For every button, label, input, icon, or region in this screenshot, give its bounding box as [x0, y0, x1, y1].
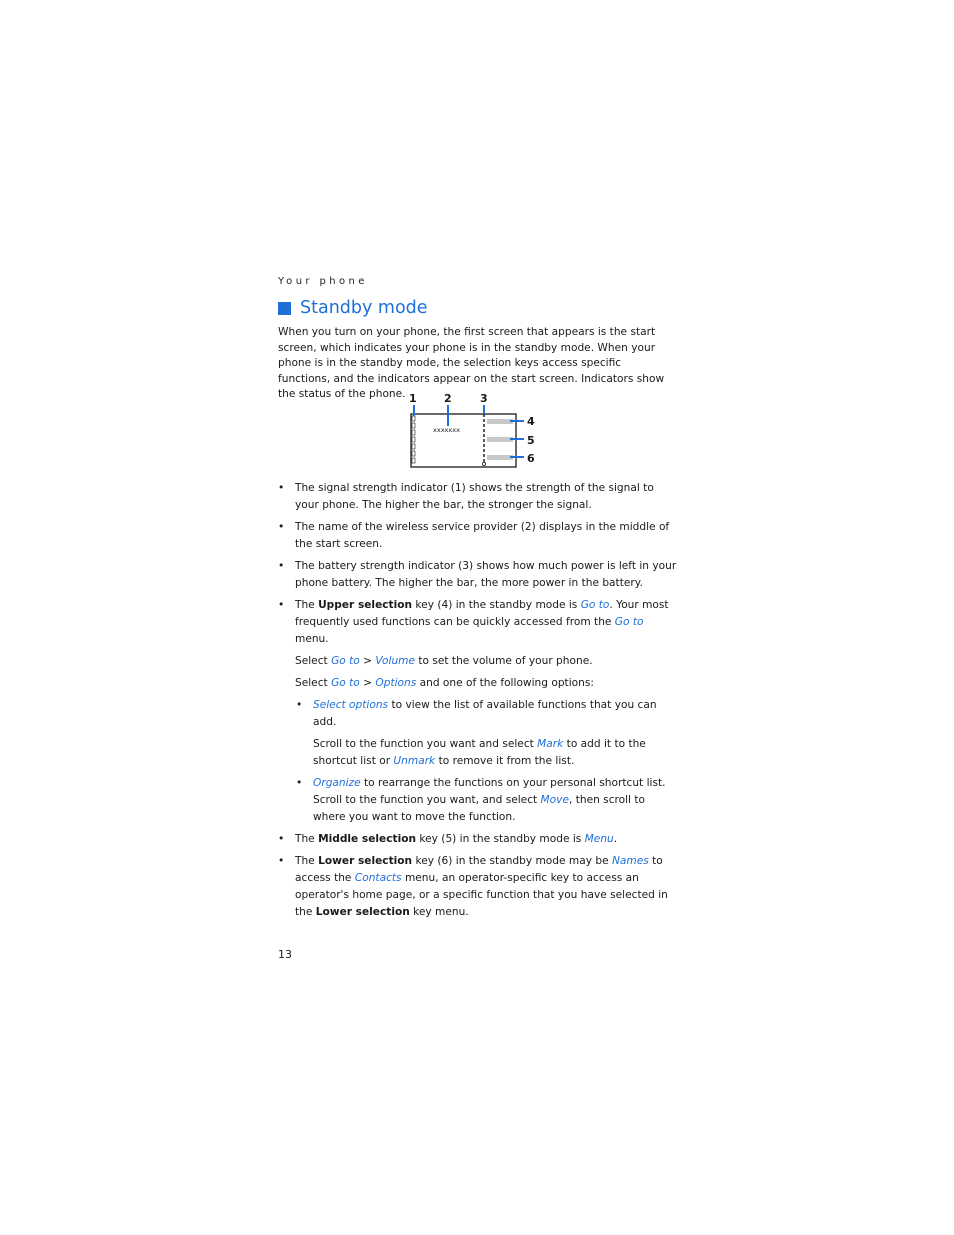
- bullet-icon: •: [278, 482, 285, 494]
- upper-selection-term: Upper selection: [318, 599, 413, 611]
- heading-square-icon: [278, 302, 291, 315]
- section-heading: [278, 298, 428, 318]
- indicator-list: [278, 480, 678, 926]
- text-fragment: key (6) in the standby mode may be: [412, 855, 612, 867]
- text-fragment: Scroll to the function you want and select: [313, 738, 538, 750]
- go-to-menu-link[interactable]: Go to: [580, 599, 610, 611]
- list-item: [278, 853, 678, 921]
- callout-3: 3: [480, 392, 488, 405]
- instruction-volume: [278, 653, 678, 670]
- go-to-menu-link[interactable]: Go to: [331, 655, 360, 667]
- unmark-link[interactable]: Unmark: [393, 755, 436, 767]
- bullet-icon: •: [296, 777, 303, 789]
- callout-4: 4: [527, 415, 535, 428]
- text-fragment: .: [613, 833, 618, 845]
- callout-6: 6: [527, 452, 535, 465]
- select-options-link[interactable]: Select options: [313, 699, 389, 711]
- text-fragment: to remove it from the list.: [435, 755, 575, 767]
- bullet-icon: •: [278, 833, 285, 845]
- list-item: [278, 597, 678, 648]
- text-fragment: and one of the following options:: [416, 677, 594, 689]
- text-fragment: key menu.: [409, 906, 469, 918]
- instruction-mark: [278, 736, 678, 770]
- list-item: [278, 480, 678, 514]
- list-item: [278, 558, 678, 592]
- bullet-icon: •: [278, 855, 285, 867]
- go-to-menu-link[interactable]: Go to: [331, 677, 360, 689]
- menu-link[interactable]: Menu: [584, 833, 614, 845]
- callout-2: 2: [444, 392, 452, 405]
- text-fragment: >: [359, 655, 376, 667]
- text-fragment: to add it to the shortcut list or: [313, 738, 646, 767]
- text-fragment: key (5) in the standby mode is: [416, 833, 585, 845]
- list-item-text: The name of the wireless service provider (2) displays in the middle of the start screen.: [295, 521, 670, 550]
- mark-link[interactable]: Mark: [537, 738, 564, 750]
- options-menu-link[interactable]: Options: [375, 677, 417, 689]
- standby-screen-figure: [400, 390, 550, 476]
- organize-link[interactable]: Organize: [313, 777, 361, 789]
- page-title: Standby mode: [300, 298, 428, 318]
- list-item: [278, 831, 678, 848]
- text-fragment: to access the: [295, 855, 663, 884]
- bullet-icon: •: [296, 699, 303, 711]
- list-item-text: The signal strength indicator (1) shows the strength of the signal to your phone. The higher the bar, the stronger the signal.: [295, 482, 654, 511]
- lower-selection-term: Lower selection: [315, 906, 410, 918]
- middle-selection-term: Middle selection: [318, 833, 417, 845]
- bullet-icon: •: [278, 599, 285, 611]
- text-fragment: key (4) in the standby mode is: [412, 599, 581, 611]
- text-fragment: to view the list of available functions that you can add.: [313, 699, 657, 728]
- list-item: [278, 775, 678, 826]
- move-link[interactable]: Move: [540, 794, 569, 806]
- lower-selection-bar: [487, 455, 513, 460]
- text-fragment: . Your most frequently used functions can be quickly accessed from the: [295, 599, 669, 628]
- names-link[interactable]: Names: [611, 855, 649, 867]
- text-fragment: Select: [295, 655, 332, 667]
- text-fragment: to set the volume of your phone.: [415, 655, 593, 667]
- list-item: [278, 519, 678, 553]
- section-header: Your phone: [278, 276, 368, 287]
- contacts-link[interactable]: Contacts: [354, 872, 402, 884]
- upper-selection-bar: [487, 419, 513, 424]
- middle-selection-bar: [487, 437, 513, 442]
- page-number: 13: [278, 948, 292, 961]
- text-fragment: The: [295, 599, 319, 611]
- callout-1: 1: [409, 392, 417, 405]
- text-fragment: menu.: [295, 633, 329, 645]
- text-fragment: The: [295, 833, 319, 845]
- provider-name-sample: xxxxxxx: [433, 426, 460, 434]
- text-fragment: , then scroll to where you want to move the function.: [313, 794, 646, 823]
- bullet-icon: •: [278, 560, 285, 572]
- list-item-text: The battery strength indicator (3) shows how much power is left in your phone battery. The higher the bar, the more power in the battery.: [295, 560, 677, 589]
- standby-screen-diagram: [400, 390, 550, 472]
- lower-selection-term: Lower selection: [318, 855, 413, 867]
- bullet-icon: •: [278, 521, 285, 533]
- intro-text: When you turn on your phone, the first screen that appears is the start screen, which indicates your phone is in the standby mode. When your phone is in the standby mode, the selection keys access specific functions, and the indicators appear on the start screen. Indicators show the status of the phone.: [278, 326, 665, 400]
- text-fragment: menu, an operator-specific key to access an operator's home page, or a specific function that you have selected in the: [295, 872, 668, 918]
- instruction-options: [278, 675, 678, 692]
- text-fragment: >: [359, 677, 376, 689]
- volume-menu-link[interactable]: Volume: [375, 655, 415, 667]
- go-to-menu-link[interactable]: Go to: [614, 616, 644, 628]
- list-item: [278, 697, 678, 731]
- text-fragment: The: [295, 855, 319, 867]
- text-fragment: Select: [295, 677, 332, 689]
- text-fragment: to rearrange the functions on your personal shortcut list. Scroll to the function you want, and select: [313, 777, 666, 806]
- callout-5: 5: [527, 434, 535, 447]
